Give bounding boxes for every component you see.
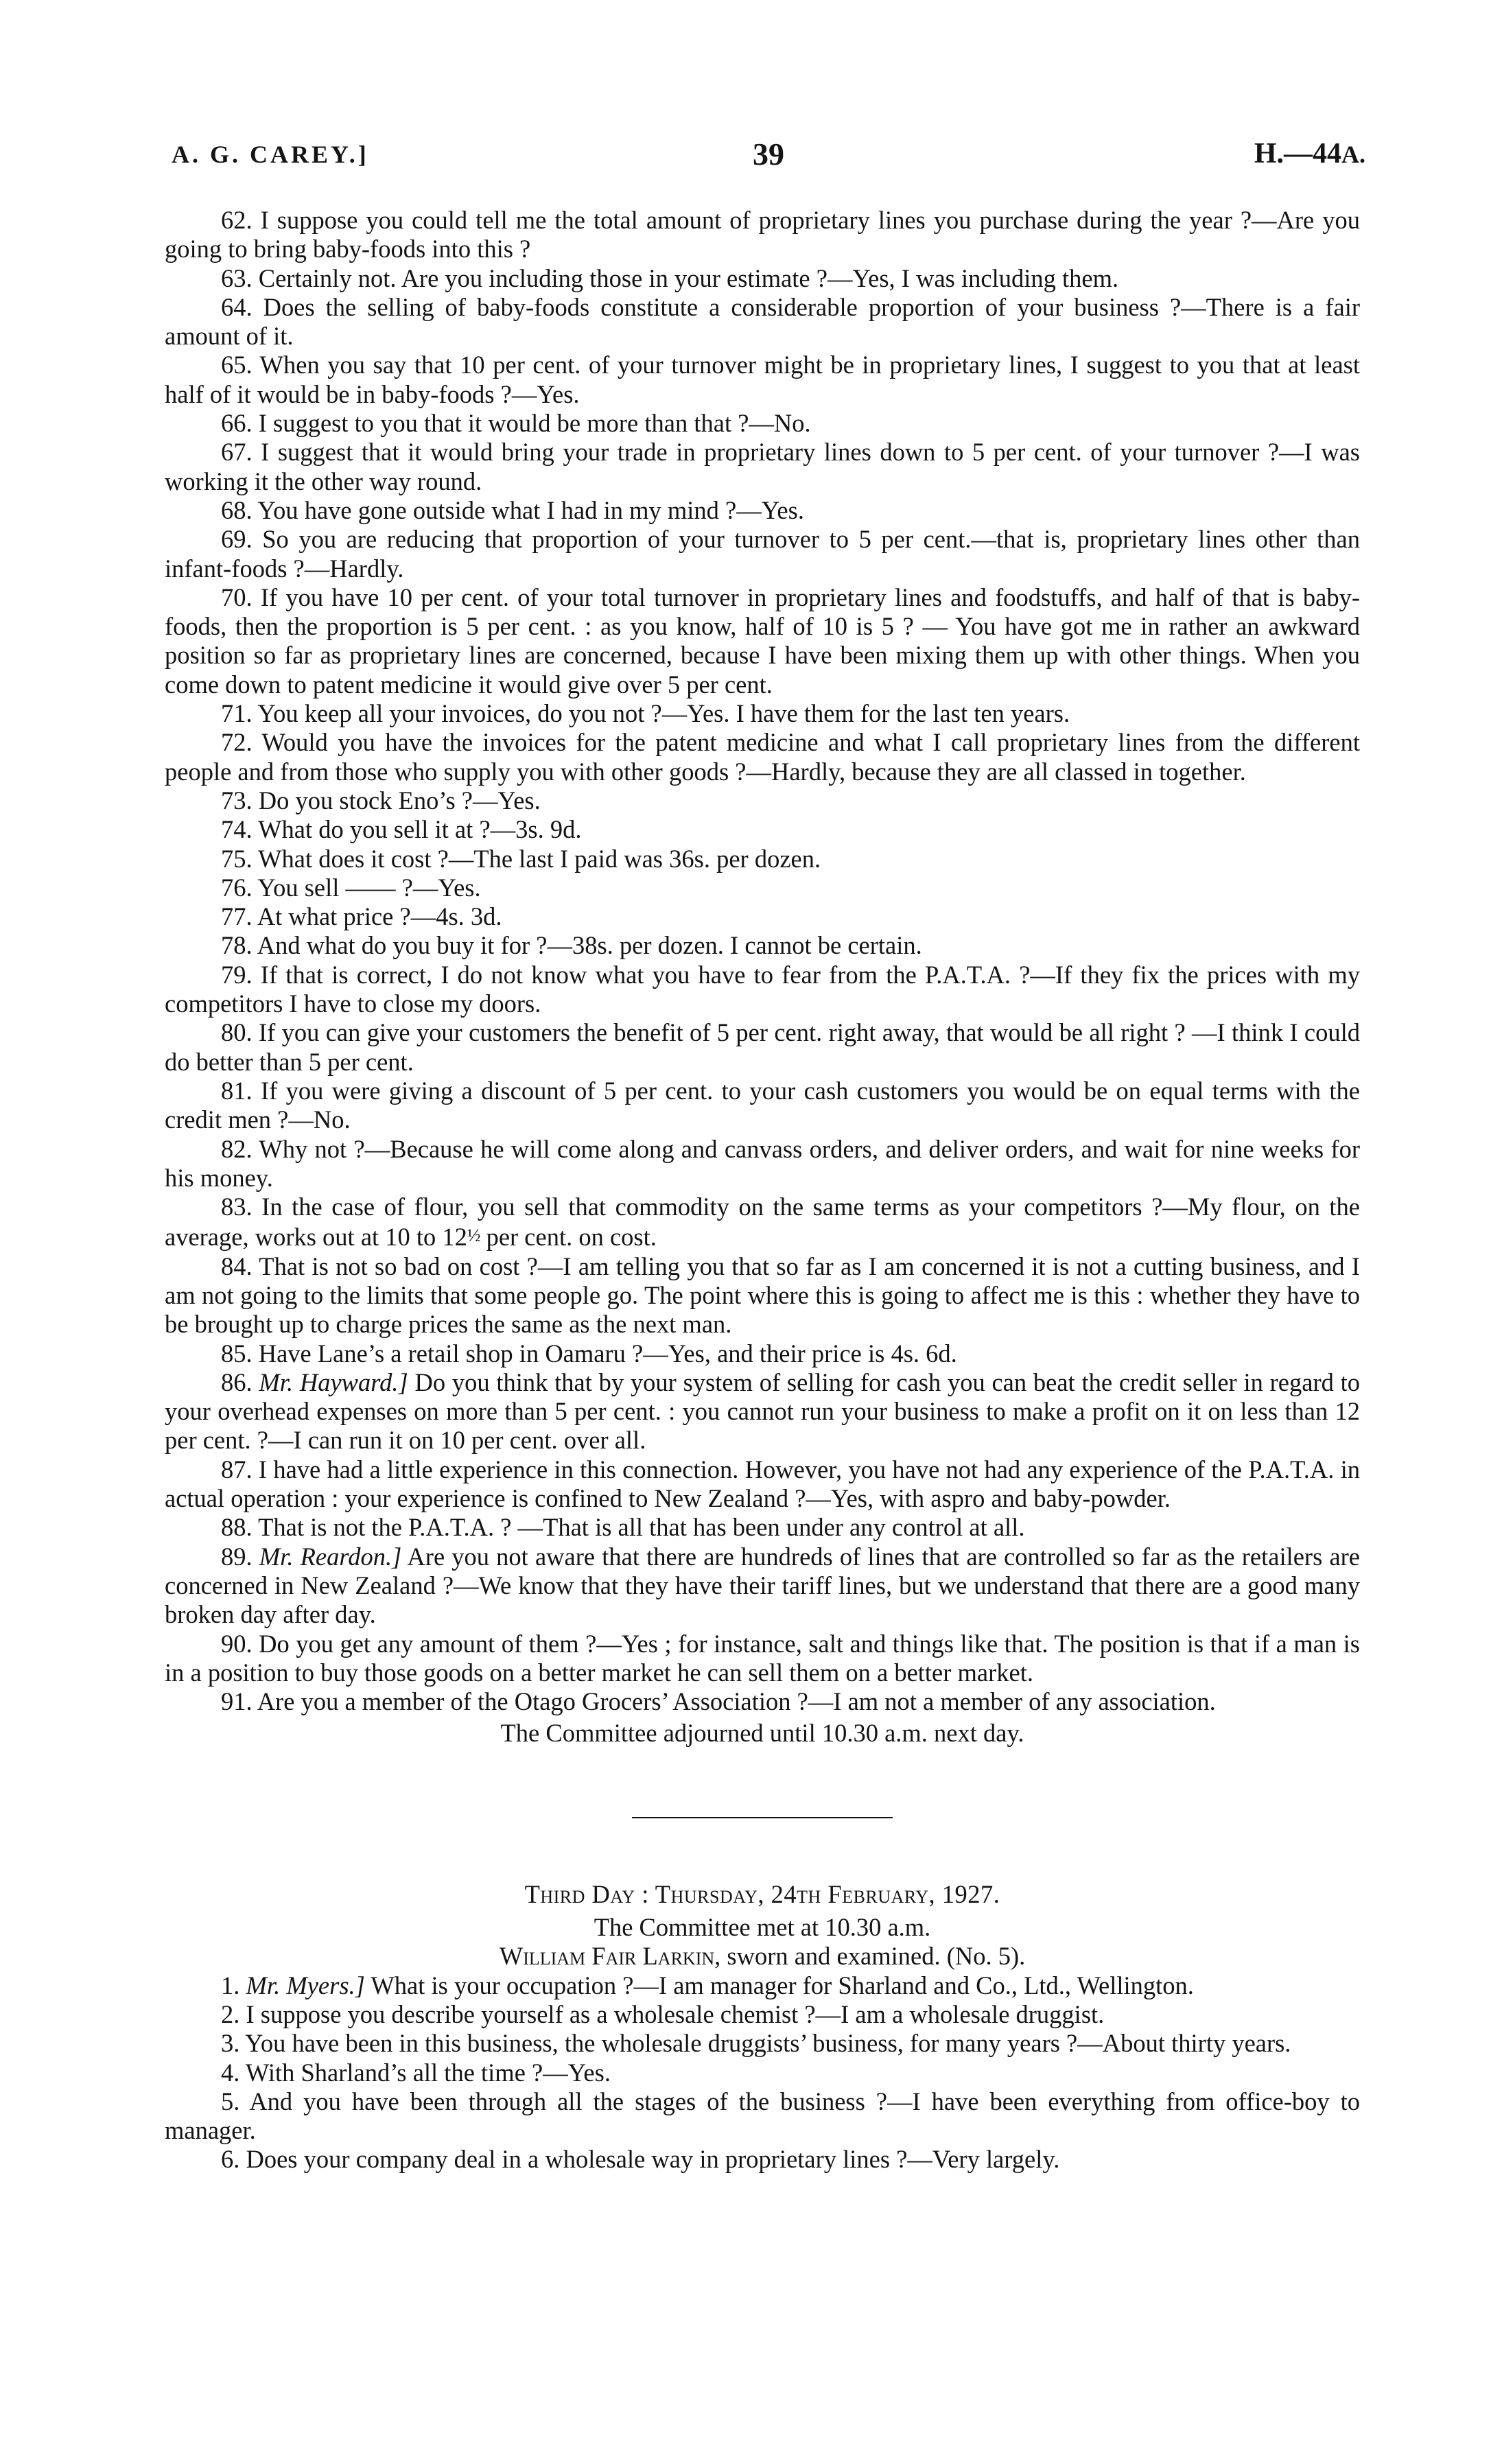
paragraph: 76. You sell —— ?—Yes. [221,873,481,902]
paragraph: 85. Have Lane’s a retail shop in Oamaru ?—Yes, and their price is 4s. 6d. [221,1339,957,1368]
paragraph-text: per cent. on cost. [480,1223,657,1252]
adjournment-note: The Committee adjourned until 10.30 a.m. next day. [500,1719,1024,1748]
paragraph: 3. You have been in this business, the wholesale druggists’ business, for many years ?—About thirty years. [221,2029,1291,2058]
question-number: 89. [221,1542,253,1571]
paragraph-text: What is your occupation ?—I am manager for Sharland and Co., Ltd., Wellington. [364,1971,1194,1999]
paragraph: 2. I suppose you describe yourself as a wholesale chemist ?—I am a wholesale druggist. [221,1999,1105,2028]
witness-name: William Fair Larkin [499,1942,715,1971]
question-number: 1. [221,1971,240,1999]
paragraph [165,1193,1360,1252]
paragraph [165,1542,1360,1630]
witness-heading-text: , sworn and examined. (No. 5). [714,1942,1026,1971]
paragraph: 70. If you have 10 per cent. of your total turnover in proprietary lines and foodstuffs, and half of that is baby-foods, then the proportion is 5 per cent. : as you know, half of 10 is 5 ? — You have got me in rather an awkward position so far as proprietary lines are concerned, because I have been mixing them up with other things. When you come down to patent medicine it would give over 5 per cent. [165,583,1360,699]
paragraph: 63. Certainly not. Are you including those in your estimate ?—Yes, I was including them. [221,263,1119,292]
paragraph: 62. I suppose you could tell me the total amount of proprietary lines you purchase during the year ?—Are you going to bring baby-foods into this ? [165,206,1360,263]
committee-met-note: The Committee met at 10.30 a.m. [594,1913,931,1942]
paragraph: 79. If that is correct, I do not know what you have to fear from the P.A.T.A. ?—If they fix the prices with my competitors I have to close my doors. [165,960,1360,1018]
paragraph: 91. Are you a member of the Otago Grocers’ Association ?—I am not a member of any association. [221,1687,1216,1716]
paragraph: 5. And you have been through all the stages of the business ?—I have been everything from office-boy to manager. [165,2087,1360,2145]
paragraph: 77. At what price ?—4s. 3d. [221,902,502,931]
paragraph: 66. I suggest to you that it would be more than that ?—No. [221,409,811,438]
paper-reference-suffix: A. [1341,141,1365,168]
paper-reference-main: H.—44 [1254,138,1341,169]
third-day-heading: Third Day : Thursday, 24th February, 1927. [524,1879,1000,1908]
witness-heading [165,1942,1360,1971]
transcript-body [165,206,1360,2174]
paragraph: 68. You have gone outside what I had in my mind ?—Yes. [221,495,804,524]
paragraph: 67. I suggest that it would bring your trade in proprietary lines down to 5 per cent. of your turnover ?—I was working it the other way round. [165,438,1360,495]
speaker-name: Mr. Myers.] [246,1971,365,1999]
paragraph: 84. That is not so bad on cost ?—I am telling you that so far as I am concerned it is not a cutting business, and I am not going to the limits that some people go. The point where this is going to affect me is this : whether they have to be brought up to charge prices the same as the next man. [165,1252,1360,1339]
paragraph: 87. I have had a little experience in this connection. However, you have not had any experience of the P.A.T.A. in actual operation : your experience is confined to New Zealand ?—Yes, with aspro and baby-powder. [165,1455,1360,1513]
question-number: 86. [221,1368,253,1396]
paragraph: 82. Why not ?—Because he will come along and canvass orders, and deliver orders, and wait for nine weeks for his money. [165,1134,1360,1192]
paragraph: 80. If you can give your customers the benefit of 5 per cent. right away, that would be all right ? —I think I could do better than 5 per cent. [165,1018,1360,1076]
paragraph: 65. When you say that 10 per cent. of your turnover might be in proprietary lines, I suggest to you that at least half of it would be in baby-foods ?—Yes. [165,351,1360,408]
paper-reference [1254,137,1365,170]
paragraph-text: Are you not aware that there are hundreds of lines that are controlled so far as the retailers are concerned in New Zealand ?—We know that they have their tariff lines, but we understand that there are a good many broken day after day. [165,1542,1360,1629]
paragraph-text: 83. In the case of flour, you sell that commodity on the same terms as your competitors ?—My flour, on the average, works out at 10 to 12 [165,1193,1360,1252]
paragraph: 73. Do you stock Eno’s ?—Yes. [221,786,541,814]
paragraph: 71. You keep all your invoices, do you not ?—Yes. I have them for the last ten years. [221,699,1070,728]
page-number: 39 [753,137,784,172]
paragraph: 81. If you were giving a discount of 5 per cent. to your cash customers you would be on equal terms with the credit men ?—No. [165,1076,1360,1134]
speaker-name: Mr. Reardon.] [259,1542,402,1571]
paragraph: 78. And what do you buy it for ?—38s. per dozen. I cannot be certain. [221,931,922,960]
page-header [172,136,1365,177]
paragraph: 88. That is not the P.A.T.A. ? —That is all that has been under any control at all. [221,1513,1025,1542]
paragraph: 64. Does the selling of baby-foods constitute a considerable proportion of your business ?—There is a fair amount of it. [165,292,1360,351]
paragraph: 4. With Sharland’s all the time ?—Yes. [221,2058,611,2087]
paragraph: 69. So you are reducing that proportion of your turnover to 5 per cent.—that is, proprietary lines other than infant-foods ?—Hardly. [165,525,1360,583]
section-divider [632,1817,893,1818]
paragraph: 6. Does your company deal in a wholesale way in proprietary lines ?—Very largely. [221,2145,1060,2174]
paragraph [165,1971,1360,2000]
paragraph: 90. Do you get any amount of them ?—Yes ; for instance, salt and things like that. The position is that if a man is in a position to buy those goods on a better market he can sell them on a better market. [165,1629,1360,1687]
witness-header: A. G. CAREY.] [172,141,369,168]
paragraph-text: Do you think that by your system of selling for cash you can beat the credit seller in regard to your overhead expenses on more than 5 per cent. : you cannot run your business to make a profit on it on less than 12 per cent. ?—I can run it on 10 per cent. over all. [165,1368,1361,1455]
paragraph: 75. What does it cost ?—The last I paid was 36s. per dozen. [221,844,821,873]
paragraph [165,1368,1360,1455]
fraction-half: ½ [467,1225,480,1246]
paragraph: 72. Would you have the invoices for the patent medicine and what I call proprietary lines from the different people and from those who supply you with other goods ?—Hardly, because they are all classed in together. [165,728,1360,786]
paragraph: 74. What do you sell it at ?—3s. 9d. [221,815,582,844]
speaker-name: Mr. Hayward.] [259,1368,408,1396]
